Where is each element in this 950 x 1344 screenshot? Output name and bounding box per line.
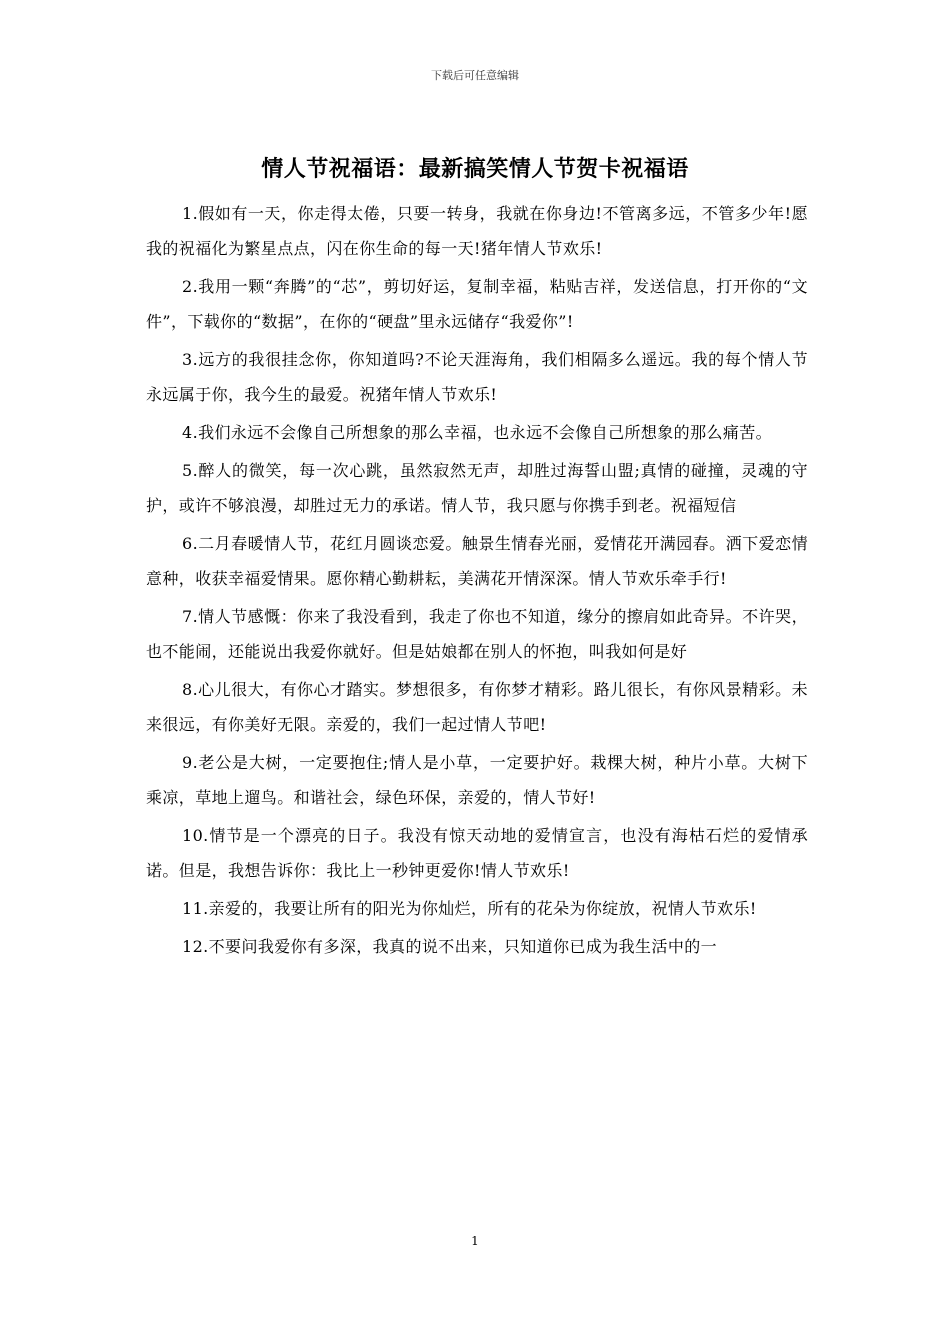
paragraph: 12.不要问我爱你有多深，我真的说不出来，只知道你已成为我生活中的一 [182, 937, 718, 956]
paragraph: 6.二月春暖情人节，花红月圆谈恋爱。触景生情春光丽，爱情花开满园春。洒下爱恋情意种，收获幸福爱情果。愿你精心勤耕耘，美满花开情深深。情人节欢乐牵手行! [146, 534, 808, 588]
paragraph: 5.醉人的微笑，每一次心跳，虽然寂然无声，却胜过海誓山盟;真情的碰撞，灵魂的守护，或许不够浪漫，却胜过无力的承诺。情人节，我只愿与你携手到老。祝福短信 [146, 461, 808, 515]
paragraph: 11.亲爱的，我要让所有的阳光为你灿烂，所有的花朵为你绽放，祝情人节欢乐! [182, 899, 757, 918]
page-title: 情人节祝福语：最新搞笑情人节贺卡祝福语 [261, 156, 689, 182]
paragraph: 3.远方的我很挂念你，你知道吗?不论天涯海角，我们相隔多么遥远。我的每个情人节永远属于你，我今生的最爱。祝猪年情人节欢乐! [146, 350, 808, 404]
paragraph: 4.我们永远不会像自己所想象的那么幸福，也永远不会像自己所想象的那么痛苦。 [182, 423, 773, 442]
paragraph: 7.情人节感慨：你来了我没看到，我走了你也不知道，缘分的擦肩如此奇异。不许哭，也不能闹，还能说出我爱你就好。但是姑娘都在别人的怀抱，叫我如何是好 [146, 607, 808, 661]
document-body [146, 196, 808, 967]
paragraph: 1.假如有一天，你走得太倦，只要一转身，我就在你身边!不管离多远，不管多少年!愿我的祝福化为繁星点点，闪在你生命的每一天!猪年情人节欢乐! [146, 204, 808, 258]
paragraph: 10.情节是一个漂亮的日子。我没有惊天动地的爱情宣言，也没有海枯石烂的爱情承诺。但是，我想告诉你：我比上一秒钟更爱你!情人节欢乐! [146, 826, 808, 880]
header-note: 下载后可任意编辑 [431, 69, 519, 82]
paragraph: 9.老公是大树，一定要抱住;情人是小草，一定要护好。栽棵大树，种片小草。大树下乘凉，草地上遛鸟。和谐社会，绿色环保，亲爱的，情人节好! [146, 753, 808, 807]
paragraph: 2.我用一颗“奔腾”的“芯”，剪切好运，复制幸福，粘贴吉祥，发送信息，打开你的“文件”，下载你的“数据”，在你的“硬盘”里永远储存“我爱你”! [146, 277, 808, 331]
page-number: 1 [471, 1234, 479, 1248]
paragraph: 8.心儿很大，有你心才踏实。梦想很多，有你梦才精彩。路儿很长，有你风景精彩。未来很远，有你美好无限。亲爱的，我们一起过情人节吧! [146, 680, 808, 734]
